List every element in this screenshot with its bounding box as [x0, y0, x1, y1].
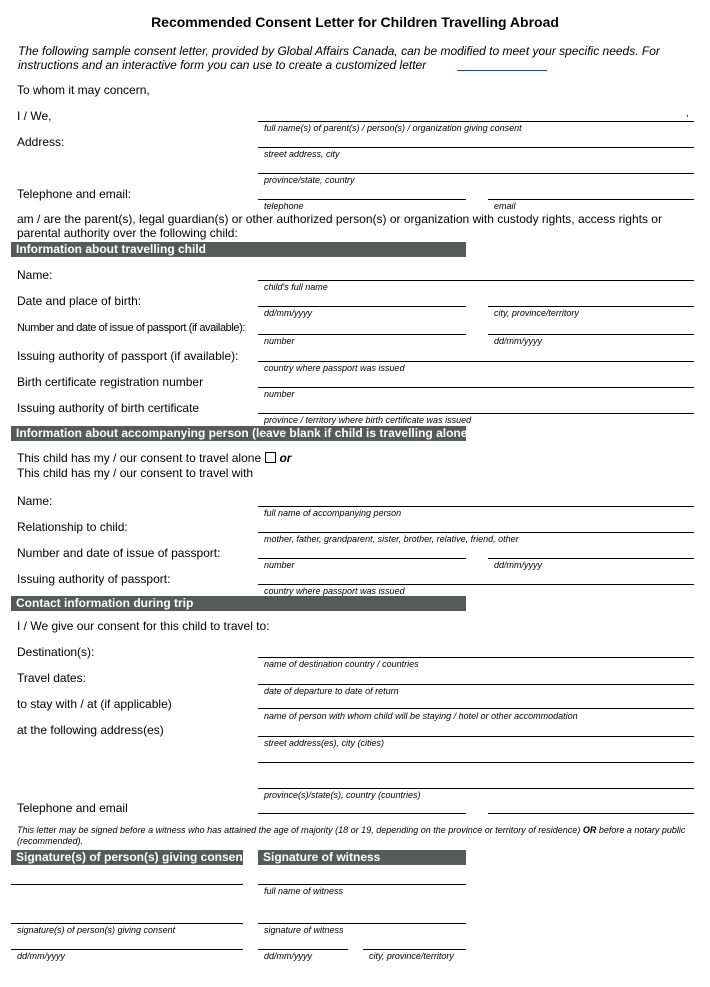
witness-signature-hint: signature of witness	[264, 925, 344, 935]
witness-name-line[interactable]	[258, 884, 466, 885]
consent-signature-hint: signature(s) of person(s) giving consent	[17, 925, 176, 935]
stay-with-hint: name of person with whom child will be staying / hotel or other accommodation	[264, 711, 578, 721]
consent-name-line[interactable]	[11, 884, 243, 885]
intro-text: The following sample consent letter, provided by Global Affairs Canada, can be modified to meet your specific needs. For instructions and an interactive form you can use to create a customized letter	[18, 44, 660, 72]
dob-date-line[interactable]	[258, 306, 466, 307]
i-we-label: I / We,	[17, 109, 52, 123]
destination-hint: name of destination country / countries	[264, 659, 419, 669]
dob-place-line[interactable]	[488, 306, 694, 307]
travel-alone-checkbox[interactable]	[265, 452, 276, 463]
street-line[interactable]	[258, 147, 694, 148]
stay-with-line[interactable]	[258, 708, 694, 709]
passport-authority-hint: country where passport was issued	[264, 363, 405, 373]
witness-place-line[interactable]	[363, 949, 466, 950]
or-label: or	[279, 451, 292, 465]
acc-name-line[interactable]	[258, 506, 694, 507]
birth-cert-label: Birth certificate registration number	[17, 375, 204, 389]
note-text: This letter may be signed before a witness who has attained the age of majority (18 or 19, depending on the province or territory of residence)	[17, 825, 581, 835]
birth-cert-authority-line[interactable]	[258, 413, 694, 414]
birth-cert-hint: number	[264, 389, 295, 399]
acc-passport-number-hint: number	[264, 560, 295, 570]
section-signatures-header: Signature(s) of person(s) giving consent	[11, 850, 243, 865]
address-at-label: at the following address(es)	[17, 723, 164, 737]
birth-cert-line[interactable]	[258, 387, 694, 388]
telephone-email-label: Telephone and email:	[17, 187, 132, 201]
destination-line[interactable]	[258, 657, 694, 658]
trip-province-line[interactable]	[258, 788, 694, 789]
destination-label: Destination(s):	[17, 645, 95, 659]
acc-passport-label: Number and date of issue of passport:	[17, 546, 221, 560]
travel-with-label: This child has my / our consent to travel with	[17, 466, 254, 480]
email-line[interactable]	[488, 199, 694, 200]
child-name-line[interactable]	[258, 280, 694, 281]
consent-date-line[interactable]	[11, 949, 243, 950]
street-hint: street address, city	[264, 149, 340, 159]
instructions-link[interactable]	[457, 69, 547, 71]
stay-with-label: to stay with / at (if applicable)	[17, 697, 172, 711]
consent-date-hint: dd/mm/yyyy	[17, 951, 66, 961]
trip-province-hint: province(s)/state(s), country (countries)	[264, 790, 421, 800]
acc-passport-date-hint: dd/mm/yyyy	[494, 560, 543, 570]
parent-name-line[interactable]	[258, 121, 694, 122]
passport-number-hint: number	[264, 336, 295, 346]
section-accompanying-header: Information about accompanying person (leave blank if child is travelling alone)	[11, 426, 466, 441]
passport-date-hint: dd/mm/yyyy	[494, 336, 543, 346]
acc-name-label: Name:	[17, 494, 53, 508]
passport-authority-label: Issuing authority of passport (if available):	[17, 349, 239, 363]
trip-street-hint: street address(es), city (cities)	[264, 738, 385, 748]
trip-phone-line[interactable]	[258, 813, 466, 814]
witness-note	[17, 825, 687, 847]
relationship-hint: mother, father, grandparent, sister, brother, relative, friend, other	[264, 534, 519, 544]
travel-dates-hint: date of departure to date of return	[264, 686, 399, 696]
trip-street-line[interactable]	[258, 736, 694, 737]
acc-passport-date-line[interactable]	[488, 558, 694, 559]
trip-phone-label: Telephone and email	[17, 801, 128, 815]
birth-cert-authority-hint: province / territory where birth certificate was issued	[264, 415, 472, 425]
acc-passport-authority-hint: country where passport was issued	[264, 586, 405, 596]
note-tail: before a notary public (recommended).	[17, 825, 686, 846]
witness-place-hint: city, province/territory	[369, 951, 454, 961]
acc-passport-authority-label: Issuing authority of passport:	[17, 572, 171, 586]
witness-signature-line[interactable]	[258, 923, 466, 924]
section-contact-header: Contact information during trip	[11, 596, 466, 611]
note-or: OR	[582, 825, 597, 835]
witness-date-line[interactable]	[258, 949, 348, 950]
consent-signature-line[interactable]	[11, 923, 243, 924]
child-name-label: Name:	[17, 268, 53, 282]
section-witness-header: Signature of witness	[258, 850, 466, 865]
section-child-header: Information about travelling child	[11, 242, 466, 257]
dob-place-hint: city, province/territory	[494, 308, 579, 318]
passport-authority-line[interactable]	[258, 361, 694, 362]
telephone-hint: telephone	[264, 201, 304, 211]
witness-name-hint: full name of witness	[264, 886, 344, 896]
passport-label: Number and date of issue of passport (if available):	[17, 322, 246, 334]
relationship-label: Relationship to child:	[17, 520, 128, 534]
email-hint: email	[494, 201, 516, 211]
acc-passport-authority-line[interactable]	[258, 584, 694, 585]
passport-number-line[interactable]	[258, 334, 466, 335]
acc-name-hint: full name of accompanying person	[264, 508, 402, 518]
acc-passport-number-line[interactable]	[258, 558, 466, 559]
dob-date-hint: dd/mm/yyyy	[264, 308, 313, 318]
consent-to-label: I / We give our consent for this child to travel to:	[17, 619, 270, 633]
page-title: Recommended Consent Letter for Children Travelling Abroad	[151, 14, 559, 30]
travel-alone-row	[17, 451, 291, 465]
province-hint: province/state, country	[264, 175, 355, 185]
comma: ,	[686, 108, 689, 119]
address-label: Address:	[17, 135, 65, 149]
telephone-line[interactable]	[258, 199, 466, 200]
witness-date-hint: dd/mm/yyyy	[264, 951, 313, 961]
to-whom-label: To whom it may concern,	[17, 83, 150, 97]
travel-alone-label: This child has my / our consent to travel alone	[17, 451, 262, 465]
birth-cert-authority-label: Issuing authority of birth certificate	[17, 401, 200, 415]
relationship-line[interactable]	[258, 532, 694, 533]
trip-extra-line[interactable]	[258, 762, 694, 763]
travel-dates-label: Travel dates:	[17, 671, 86, 685]
trip-email-line[interactable]	[488, 813, 694, 814]
child-name-hint: child's full name	[264, 282, 328, 292]
passport-date-line[interactable]	[488, 334, 694, 335]
am-are-text: am / are the parent(s), legal guardian(s) or other authorized person(s) or organization with custody rights, access rights or parental authority over the following child:	[17, 212, 662, 240]
parent-name-hint: full name(s) of parent(s) / person(s) / organization giving consent	[264, 123, 522, 133]
travel-dates-line[interactable]	[258, 684, 694, 685]
dob-label: Date and place of birth:	[17, 294, 142, 308]
province-line[interactable]	[258, 173, 694, 174]
